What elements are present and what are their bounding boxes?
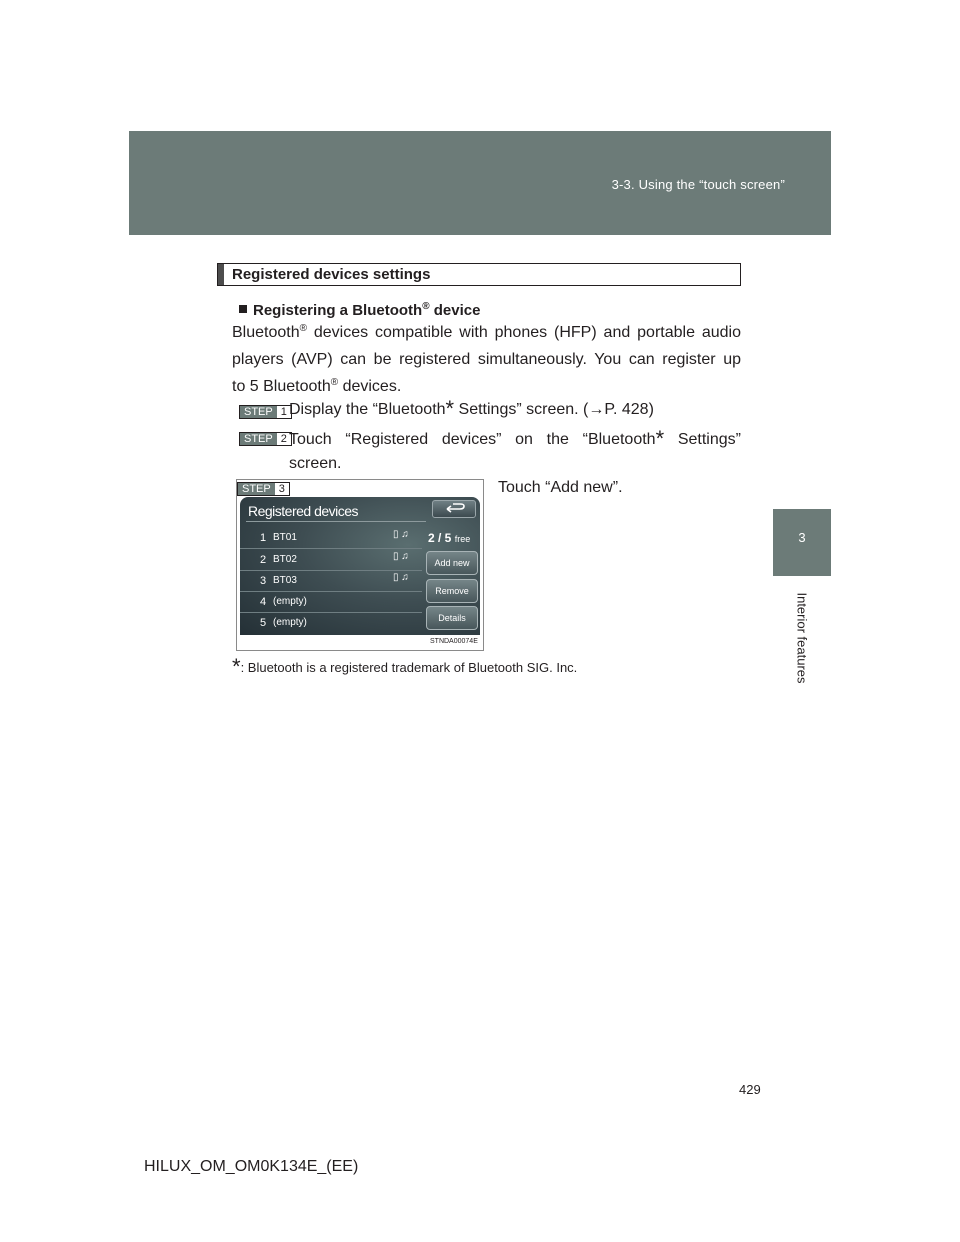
- details-button[interactable]: Details: [426, 606, 478, 630]
- step-number: 3: [275, 483, 289, 495]
- step-2-text: [289, 428, 741, 476]
- intro-line-2: players (AVP) can be registered simultaneously. You can register up: [232, 351, 741, 368]
- slot-count-suffix: free: [454, 534, 471, 544]
- intro-text: to 5 Bluetooth: [232, 378, 331, 395]
- intro-line-1: [232, 319, 741, 346]
- device-row-1[interactable]: [240, 527, 422, 549]
- footnote-text: : Bluetooth is a registered trademark of Bluetooth SIG. Inc.: [240, 660, 578, 675]
- device-row-4[interactable]: [240, 591, 422, 613]
- section-accent: [218, 264, 224, 285]
- footnote: [232, 654, 578, 679]
- step-text: Display the “Bluetooth: [289, 401, 446, 418]
- step-text: Touch “Registered devices” on the “Bluetooth: [289, 431, 656, 448]
- step-3-text: Touch “Add new”.: [498, 479, 623, 496]
- step-badge-2: [239, 432, 292, 446]
- device-row-2[interactable]: [240, 549, 422, 571]
- phone-music-icon: ▯ ♫: [393, 551, 409, 562]
- device-row-5[interactable]: [240, 612, 422, 633]
- step-2-line-1: [289, 428, 741, 452]
- figure-code: STNDA00074E: [430, 638, 478, 645]
- add-new-button[interactable]: Add new: [426, 551, 478, 575]
- device-number: 1: [260, 532, 267, 544]
- bullet-square-icon: [239, 305, 247, 313]
- back-arrow-icon: [433, 501, 475, 517]
- step-number: 2: [277, 433, 291, 445]
- device-number: 3: [260, 575, 267, 587]
- step-text: Settings” screen. (→P. 428): [454, 401, 654, 418]
- title-divider: [246, 521, 426, 522]
- registered-mark: ®: [330, 377, 339, 388]
- free-slots-count: [428, 531, 470, 545]
- screen-title: Registered devices: [248, 503, 359, 519]
- step-text: Settings”: [664, 431, 741, 448]
- remove-button[interactable]: Remove: [426, 579, 478, 603]
- slot-count: 2 / 5: [428, 531, 452, 545]
- device-name: (empty): [273, 617, 307, 628]
- device-name: BT02: [273, 554, 297, 565]
- intro-text: Bluetooth: [232, 324, 300, 341]
- step-number: 1: [277, 406, 291, 418]
- step-word: STEP: [238, 483, 275, 495]
- chapter-number: 3: [798, 530, 806, 545]
- chapter-label: Interior features: [794, 592, 810, 684]
- document-code: HILUX_OM_OM0K134E_(EE): [144, 1158, 359, 1175]
- device-row-3[interactable]: [240, 570, 422, 592]
- subheading: [239, 302, 480, 319]
- device-name: (empty): [273, 596, 307, 607]
- device-name: BT03: [273, 575, 297, 586]
- subheading-tail: device: [429, 302, 481, 319]
- registered-mark: ®: [422, 301, 430, 312]
- back-button[interactable]: [432, 500, 476, 518]
- intro-paragraph: [232, 319, 741, 400]
- footnote-star: *: [655, 426, 665, 451]
- intro-text: devices compatible with phones (HFP) and portable audio: [306, 324, 741, 341]
- device-number: 4: [260, 596, 267, 608]
- page-number: 429: [739, 1082, 761, 1097]
- step-word: STEP: [240, 406, 277, 418]
- step-word: STEP: [240, 433, 277, 445]
- intro-text: devices.: [338, 378, 402, 395]
- registered-devices-screen: [240, 497, 480, 635]
- device-name: BT01: [273, 532, 297, 543]
- subheading-text: Registering a Bluetooth: [253, 302, 423, 319]
- chapter-tab: [773, 509, 831, 576]
- phone-music-icon: ▯ ♫: [393, 572, 409, 583]
- chapter-title: 3-3. Using the “touch screen”: [611, 177, 785, 192]
- section-heading: [217, 263, 741, 286]
- step-badge-3: [237, 482, 290, 496]
- section-title: Registered devices settings: [232, 266, 431, 283]
- intro-line-3: [232, 373, 741, 400]
- phone-music-icon: ▯ ♫: [393, 529, 409, 540]
- device-number: 5: [260, 617, 267, 629]
- footnote-star: *: [445, 396, 455, 421]
- registered-mark: ®: [299, 323, 307, 334]
- step-badge-1: [239, 405, 292, 419]
- header-band: [129, 131, 831, 235]
- footnote-star: *: [232, 654, 241, 679]
- step-2-line-2: screen.: [289, 455, 342, 472]
- step-1-text: [289, 396, 654, 421]
- device-number: 2: [260, 554, 267, 566]
